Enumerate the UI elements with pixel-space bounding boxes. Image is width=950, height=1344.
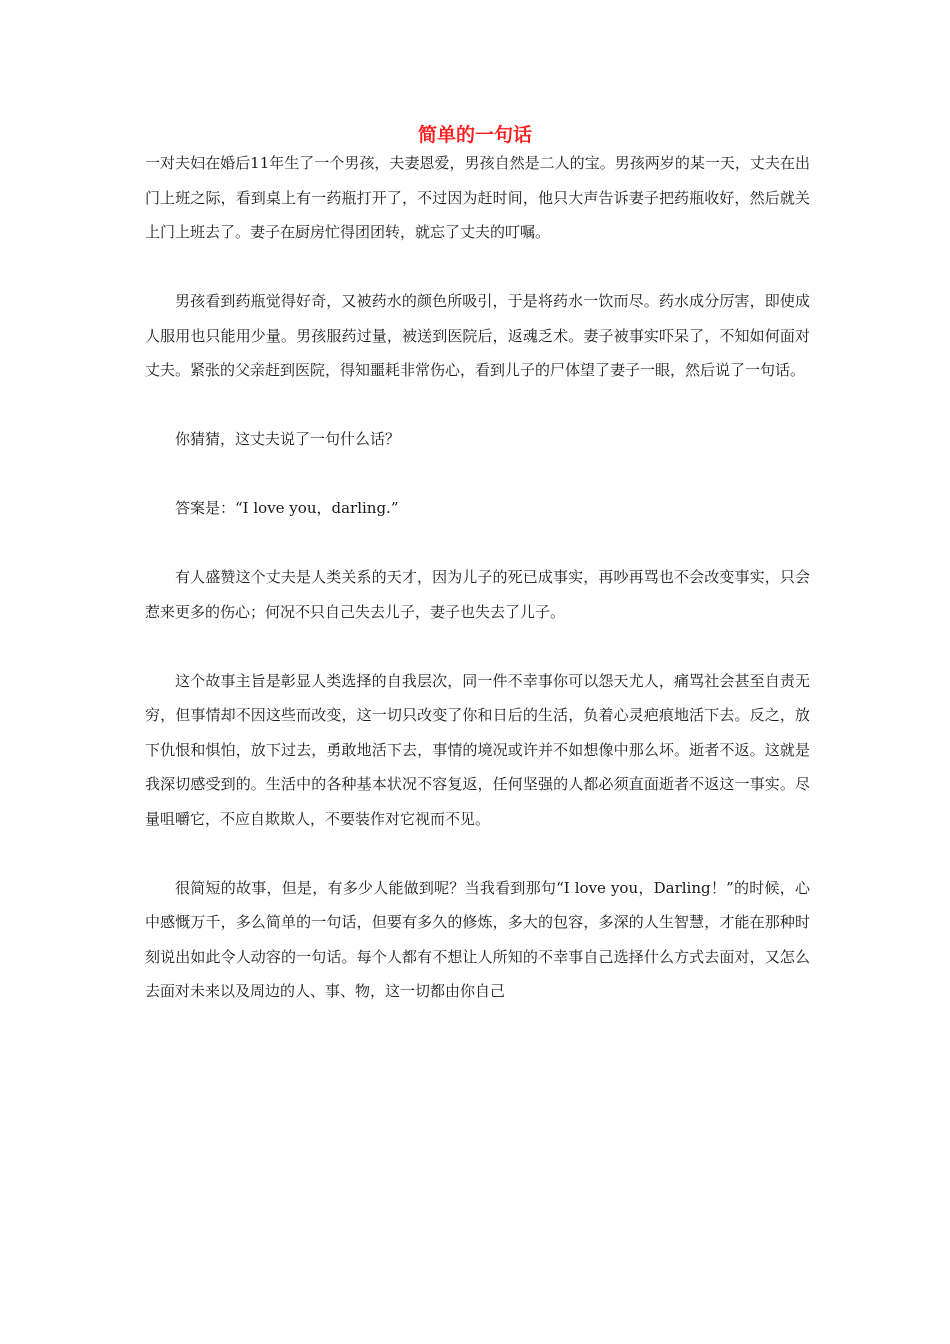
- paragraph-1: 一对夫妇在婚后11年生了一个男孩，夫妻恩爱，男孩自然是二人的宝。男孩两岁的某一天，丈夫在出门上班之际，看到桌上有一药瓶打开了，不过因为赶时间，他只大声告诉妻子把药瓶收好，然后就关上门上班去了。妻子在厨房忙得团团转，就忘了丈夫的叮嘱。: [145, 154, 810, 241]
- document-title: 简单的一句话: [417, 124, 532, 146]
- paragraph-gap: [145, 526, 810, 561]
- paragraph-gap: [145, 457, 810, 492]
- paragraph-5: 有人盛赞这个丈夫是人类关系的天才，因为儿子的死已成事实，再吵再骂也不会改变事实，只会惹来更多的伤心；何况不只自己失去儿子，妻子也失去了儿子。: [145, 568, 810, 621]
- paragraph-2: 男孩看到药瓶觉得好奇，又被药水的颜色所吸引，于是将药水一饮而尽。药水成分厉害，即使成人服用也只能用少量。男孩服药过量，被送到医院后，返魂乏术。妻子被事实吓呆了，不知如何面对丈夫。紧张的父亲赶到医院，得知噩耗非常伤心，看到儿子的尸体望了妻子一眼，然后说了一句话。: [145, 292, 810, 379]
- paragraph-gap: [145, 388, 810, 423]
- paragraph-gap: [145, 250, 810, 285]
- paragraph-7: 很简短的故事，但是，有多少人能做到呢？当我看到那句“I love you，Darling！”的时候，心中感慨万千，多么简单的一句话，但要有多久的修炼，多大的包容，多深的人生智慧，才能在那种时刻说出如此令人动容的一句话。每个人都有不想让人所知的不幸事自己选择什么方式去面对，又怎么去面对未来以及周边的人、事、物，这一切都由你自己: [145, 878, 810, 1000]
- paragraph-gap: [145, 629, 810, 664]
- paragraph-gap: [145, 836, 810, 871]
- paragraph-4: 答案是：“I love you，darling.”: [175, 499, 399, 517]
- document-body: [145, 146, 810, 1009]
- paragraph-3: 你猜猜，这丈夫说了一句什么话？: [175, 430, 401, 448]
- paragraph-6: 这个故事主旨是彰显人类选择的自我层次，同一件不幸事你可以怨天尤人，痛骂社会甚至自责无穷，但事情却不因这些而改变，这一切只改变了你和日后的生活，负着心灵疤痕地活下去。反之，放下仇恨和惧怕，放下过去，勇敢地活下去，事情的境况或许并不如想像中那么坏。逝者不返。这就是我深切感受到的。生活中的各种基本状况不容复返，任何坚强的人都必须直面逝者不返这一事实。尽量咀嚼它，不应自欺欺人，不要装作对它视而不见。: [145, 671, 810, 828]
